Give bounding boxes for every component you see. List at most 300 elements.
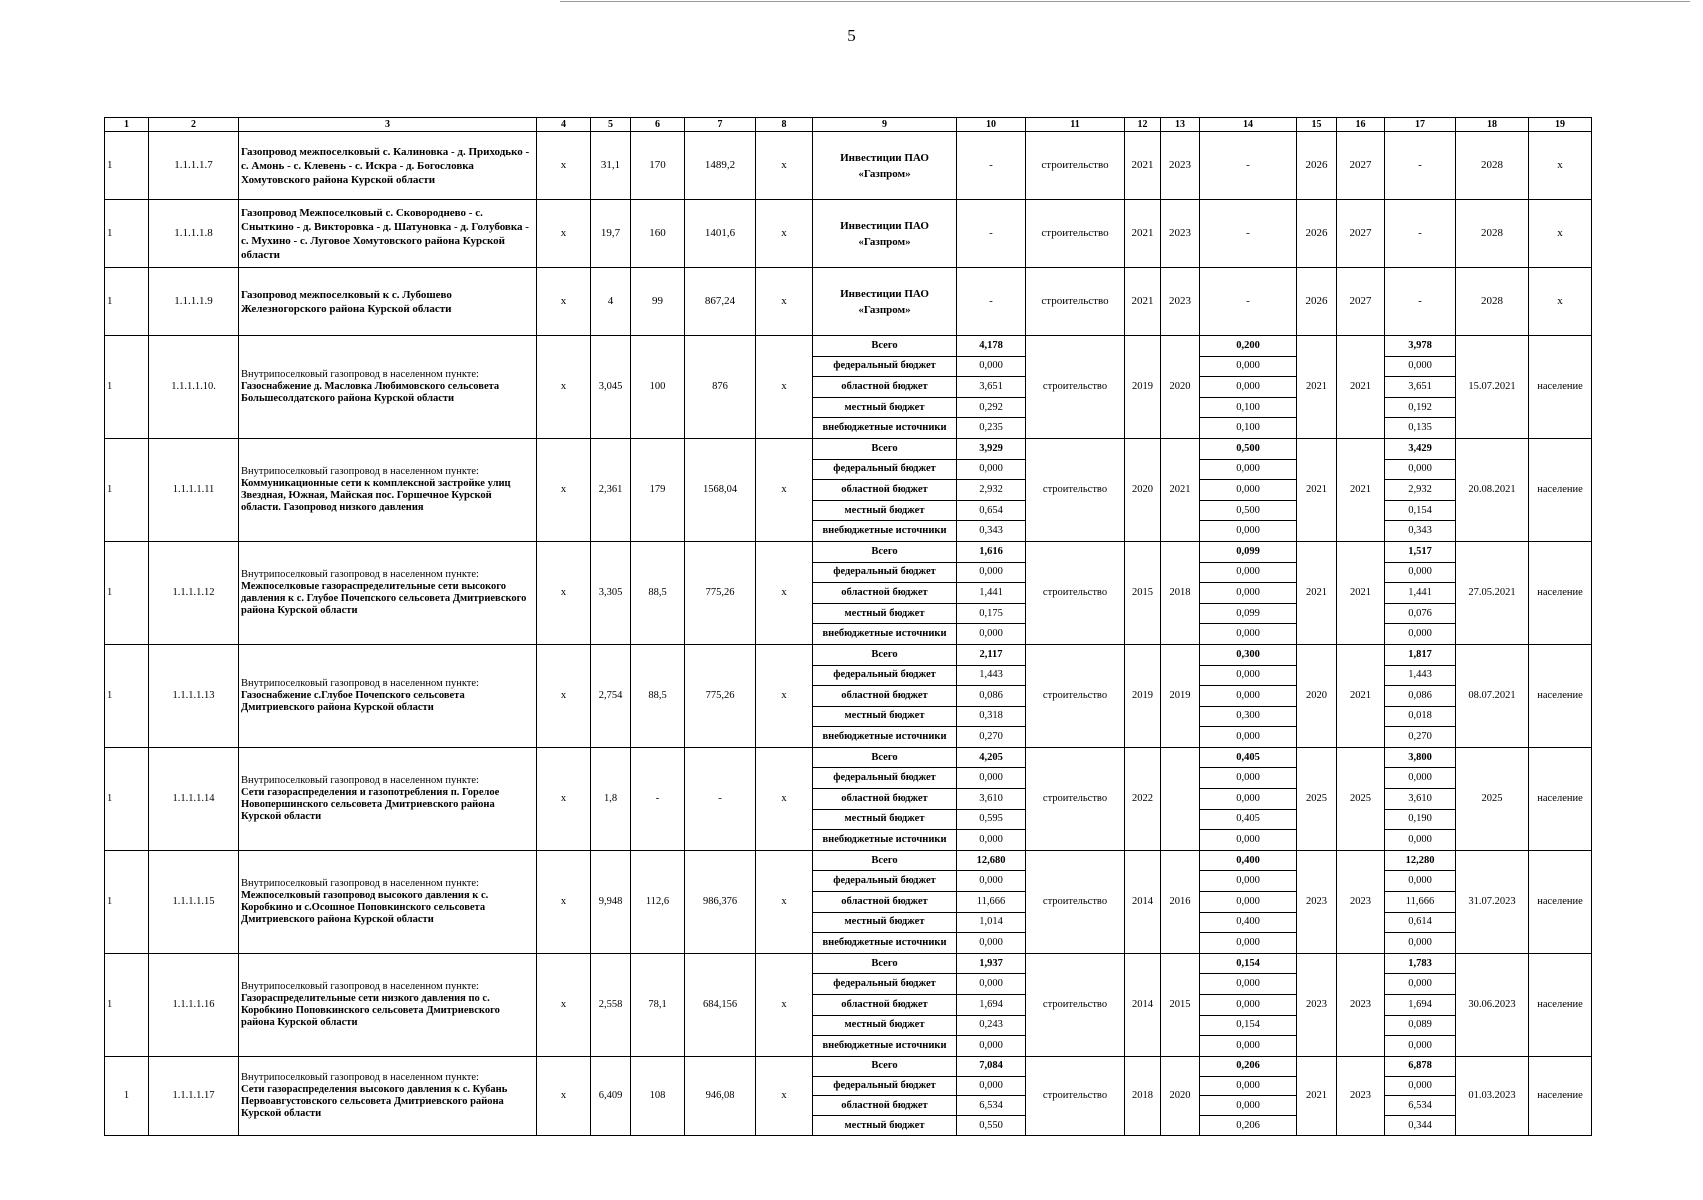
object-type-text: Внутрипоселковый газопровод в населенном пункте: — [241, 568, 479, 580]
value-text: 1,517 — [1408, 545, 1432, 557]
cell-col17 — [1385, 603, 1456, 624]
value-text: 0,000 — [979, 1079, 1003, 1091]
cell-col14 — [1200, 541, 1297, 562]
value-text: 0,154 — [1236, 957, 1260, 969]
column-number-header: 14 — [1200, 118, 1297, 132]
cell-col10: - — [957, 200, 1026, 268]
cell-funding-source: Инвестиции ПАО «Газпром» — [813, 268, 957, 336]
value-text: 0,343 — [1408, 525, 1432, 537]
cell-col17 — [1385, 541, 1456, 562]
cell-col10 — [957, 768, 1026, 789]
value-text: 3,651 — [979, 380, 1003, 392]
cell-year-end: 2019 — [1161, 644, 1200, 747]
value-text: 6,534 — [1408, 1099, 1432, 1111]
cell-col16: 2027 — [1337, 268, 1385, 336]
cell-col14 — [1200, 850, 1297, 871]
cell-col8: х — [756, 336, 813, 439]
value-text: 0,000 — [1236, 1079, 1260, 1091]
object-name-text: Газоснабжение д. Масловка Любимовского сельсовета Большесолдатского района Курской области — [241, 380, 500, 404]
value-text: 0,595 — [979, 813, 1003, 825]
cell-source-label: Всего — [813, 644, 957, 665]
cell-col17 — [1385, 789, 1456, 810]
cell-col17 — [1385, 727, 1456, 748]
value-text: 0,018 — [1408, 710, 1432, 722]
value-text: 3,929 — [979, 442, 1003, 454]
cell-year-start: 2018 — [1125, 1056, 1161, 1135]
table-row — [105, 644, 1592, 665]
object-type-text: Внутрипоселковый газопровод в населенном пункте: — [241, 980, 479, 992]
cell-col16: 2021 — [1337, 438, 1385, 541]
cell-col18: 27.05.2021 — [1456, 541, 1529, 644]
cell-year-start: 2022 — [1125, 747, 1161, 850]
cell-col14 — [1200, 727, 1297, 748]
cell-col7: 775,26 — [685, 644, 756, 747]
cell-year-end: 2020 — [1161, 336, 1200, 439]
cell-object-name — [239, 268, 537, 336]
cell-col17 — [1385, 974, 1456, 995]
cell-source-label: Всего — [813, 1056, 957, 1076]
cell-col18: 01.03.2023 — [1456, 1056, 1529, 1135]
cell-source-label: местный бюджет — [813, 706, 957, 727]
cell-col14 — [1200, 624, 1297, 645]
cell-level: 1 — [105, 541, 149, 644]
cell-col14 — [1200, 974, 1297, 995]
cell-col14 — [1200, 562, 1297, 583]
cell-col19: население — [1529, 541, 1592, 644]
cell-col7: 775,26 — [685, 541, 756, 644]
cell-col14 — [1200, 583, 1297, 604]
value-text: 0,000 — [979, 360, 1003, 372]
cell-col10 — [957, 974, 1026, 995]
cell-col17 — [1385, 768, 1456, 789]
cell-col15: 2021 — [1297, 541, 1337, 644]
value-text: 0,206 — [1236, 1060, 1260, 1072]
value-text: 0,400 — [1236, 854, 1260, 866]
object-name-text: Межпоселковые газораспределительные сети высокого давления к с. Глубое Почепского сельсовета Дмитриевского района Курской области — [241, 580, 527, 616]
cell-work-type: строительство — [1026, 644, 1125, 747]
cell-source-label: федеральный бюджет — [813, 459, 957, 480]
value-text: 0,000 — [1236, 525, 1260, 537]
cell-year-end: 2021 — [1161, 438, 1200, 541]
cell-col14 — [1200, 665, 1297, 686]
cell-col10 — [957, 459, 1026, 480]
cell-source-label: внебюджетные источники — [813, 521, 957, 542]
cell-col7: 946,08 — [685, 1056, 756, 1135]
cell-year-start: 2021 — [1125, 132, 1161, 200]
value-text: 2,117 — [979, 648, 1003, 660]
column-number-header: 5 — [591, 118, 631, 132]
cell-col14 — [1200, 480, 1297, 501]
cell-source-label: Всего — [813, 747, 957, 768]
cell-code: 1.1.1.1.13 — [149, 644, 239, 747]
cell-col4: х — [537, 541, 591, 644]
value-text: 1,817 — [1408, 648, 1432, 660]
cell-col10 — [957, 1096, 1026, 1116]
cell-work-type: строительство — [1026, 438, 1125, 541]
cell-col17 — [1385, 871, 1456, 892]
cell-col19: население — [1529, 1056, 1592, 1135]
cell-length: 3,045 — [591, 336, 631, 439]
cell-code: 1.1.1.1.9 — [149, 268, 239, 336]
cell-col8: х — [756, 1056, 813, 1135]
cell-col14 — [1200, 912, 1297, 933]
object-name-text: Газопровод межпоселковый с. Калиновка - д. Приходько - с. Амонь - с. Клевень - с. Искра - д. Богословка Хомутовского района Курской области — [241, 145, 530, 186]
cell-col7: 867,24 — [685, 268, 756, 336]
cell-col14 — [1200, 377, 1297, 398]
cell-col10 — [957, 356, 1026, 377]
value-text: 1,441 — [979, 586, 1003, 598]
cell-work-type: строительство — [1026, 268, 1125, 336]
cell-level: 1 — [105, 268, 149, 336]
value-text: 0,175 — [979, 607, 1003, 619]
cell-col10 — [957, 500, 1026, 521]
cell-col17: - — [1385, 132, 1456, 200]
cell-col14 — [1200, 1096, 1297, 1116]
cell-col14 — [1200, 1076, 1297, 1096]
cell-year-end: 2016 — [1161, 850, 1200, 953]
cell-col18: 2025 — [1456, 747, 1529, 850]
column-number-header: 13 — [1161, 118, 1200, 132]
cell-col10 — [957, 953, 1026, 974]
cell-col17 — [1385, 892, 1456, 913]
value-text: 1,441 — [1408, 586, 1432, 598]
value-text: 1,443 — [1408, 669, 1432, 681]
cell-funding-source: Инвестиции ПАО «Газпром» — [813, 132, 957, 200]
cell-col14 — [1200, 892, 1297, 913]
cell-col10 — [957, 541, 1026, 562]
value-text: 11,666 — [1405, 895, 1435, 907]
cell-col10 — [957, 438, 1026, 459]
column-number-header: 16 — [1337, 118, 1385, 132]
table-body — [105, 118, 1592, 1136]
value-text: 0,343 — [979, 525, 1003, 537]
cell-col10 — [957, 1036, 1026, 1057]
cell-col10 — [957, 521, 1026, 542]
cell-col10 — [957, 377, 1026, 398]
cell-source-label: федеральный бюджет — [813, 562, 957, 583]
cell-col17 — [1385, 521, 1456, 542]
table-row — [105, 953, 1592, 974]
cell-col8: х — [756, 438, 813, 541]
cell-col14 — [1200, 768, 1297, 789]
cell-year-end: 2023 — [1161, 132, 1200, 200]
value-text: 0,292 — [979, 401, 1003, 413]
cell-diameter: 170 — [631, 132, 685, 200]
object-type-text: Внутрипоселковый газопровод в населенном пункте: — [241, 1071, 479, 1083]
value-text: 0,000 — [979, 937, 1003, 949]
cell-year-start: 2020 — [1125, 438, 1161, 541]
cell-col16: 2021 — [1337, 336, 1385, 439]
cell-col10 — [957, 397, 1026, 418]
value-text: 0,000 — [979, 566, 1003, 578]
cell-col17 — [1385, 995, 1456, 1016]
cell-code: 1.1.1.1.17 — [149, 1056, 239, 1135]
value-text: 1,616 — [979, 545, 1003, 557]
cell-source-label: местный бюджет — [813, 397, 957, 418]
cell-col10 — [957, 850, 1026, 871]
value-text: 0,000 — [979, 628, 1003, 640]
cell-source-label: областной бюджет — [813, 789, 957, 810]
cell-source-label: федеральный бюджет — [813, 768, 957, 789]
value-text: 0,000 — [1408, 566, 1432, 578]
cell-object-name — [239, 438, 537, 541]
column-number-header: 3 — [239, 118, 537, 132]
cell-col17 — [1385, 953, 1456, 974]
cell-col15: 2026 — [1297, 132, 1337, 200]
cell-object-name — [239, 850, 537, 953]
column-number-header: 1 — [105, 118, 149, 132]
cell-col17 — [1385, 1036, 1456, 1057]
cell-col14 — [1200, 500, 1297, 521]
cell-col10 — [957, 583, 1026, 604]
cell-col10 — [957, 1015, 1026, 1036]
column-number-header: 18 — [1456, 118, 1529, 132]
value-text: 0,135 — [1408, 422, 1432, 434]
value-text: 11,666 — [976, 895, 1006, 907]
value-text: 0,076 — [1408, 607, 1432, 619]
cell-col15: 2023 — [1297, 850, 1337, 953]
cell-col17 — [1385, 665, 1456, 686]
value-text: 0,000 — [1408, 360, 1432, 372]
cell-col10 — [957, 995, 1026, 1016]
cell-object-name — [239, 644, 537, 747]
cell-col10 — [957, 624, 1026, 645]
cell-col16: 2021 — [1337, 644, 1385, 747]
cell-col17 — [1385, 1096, 1456, 1116]
cell-source-label: Всего — [813, 850, 957, 871]
cell-level: 1 — [105, 850, 149, 953]
cell-col18: 2028 — [1456, 132, 1529, 200]
cell-col19: население — [1529, 850, 1592, 953]
value-text: 0,000 — [1408, 463, 1432, 475]
value-text: 0,550 — [979, 1119, 1003, 1131]
cell-code: 1.1.1.1.15 — [149, 850, 239, 953]
value-text: 3,978 — [1408, 339, 1432, 351]
value-text: 0,000 — [979, 978, 1003, 990]
value-text: 0,270 — [979, 731, 1003, 743]
value-text: 0,000 — [1236, 483, 1260, 495]
cell-length: 19,7 — [591, 200, 631, 268]
cell-col14: - — [1200, 200, 1297, 268]
value-text: 0,099 — [1236, 607, 1260, 619]
cell-col17 — [1385, 500, 1456, 521]
value-text: 4,205 — [979, 751, 1003, 763]
cell-col16: 2027 — [1337, 200, 1385, 268]
cell-col10 — [957, 1056, 1026, 1076]
value-text: 0,000 — [1236, 628, 1260, 640]
cell-source-label: местный бюджет — [813, 500, 957, 521]
cell-source-label: внебюджетные источники — [813, 418, 957, 439]
column-number-header: 6 — [631, 118, 685, 132]
cell-year-start: 2019 — [1125, 336, 1161, 439]
value-text: 0,000 — [1236, 586, 1260, 598]
column-number-header: 9 — [813, 118, 957, 132]
cell-col14 — [1200, 830, 1297, 851]
value-text: 0,192 — [1408, 401, 1432, 413]
value-text: 0,000 — [979, 463, 1003, 475]
cell-year-end: 2023 — [1161, 268, 1200, 336]
cell-col10 — [957, 686, 1026, 707]
cell-code: 1.1.1.1.11 — [149, 438, 239, 541]
cell-object-name — [239, 200, 537, 268]
cell-length: 6,409 — [591, 1056, 631, 1135]
cell-col4: х — [537, 953, 591, 1056]
cell-source-label: местный бюджет — [813, 912, 957, 933]
value-text: 0,344 — [1408, 1119, 1432, 1131]
cell-col16: 2023 — [1337, 953, 1385, 1056]
table-row — [105, 132, 1592, 200]
value-text: 1,694 — [979, 998, 1003, 1010]
cell-col17 — [1385, 1076, 1456, 1096]
cell-col7: - — [685, 747, 756, 850]
cell-code: 1.1.1.1.8 — [149, 200, 239, 268]
cell-col17: - — [1385, 268, 1456, 336]
cell-col15: 2026 — [1297, 268, 1337, 336]
value-text: 0,000 — [1236, 566, 1260, 578]
value-text: 0,500 — [1236, 442, 1260, 454]
cell-col8: х — [756, 747, 813, 850]
column-number-header: 10 — [957, 118, 1026, 132]
cell-object-name — [239, 747, 537, 850]
cell-level: 1 — [105, 132, 149, 200]
cell-source-label: областной бюджет — [813, 583, 957, 604]
value-text: 0,089 — [1408, 1019, 1432, 1031]
cell-col17 — [1385, 562, 1456, 583]
cell-col8: х — [756, 644, 813, 747]
value-text: 0,000 — [1236, 1099, 1260, 1111]
cell-col17 — [1385, 850, 1456, 871]
value-text: 0,099 — [1236, 545, 1260, 557]
cell-col17 — [1385, 397, 1456, 418]
cell-source-label: областной бюджет — [813, 377, 957, 398]
cell-code: 1.1.1.1.10. — [149, 336, 239, 439]
cell-col19: х — [1529, 132, 1592, 200]
cell-source-label: областной бюджет — [813, 1096, 957, 1116]
cell-diameter: 88,5 — [631, 644, 685, 747]
cell-length: 1,8 — [591, 747, 631, 850]
object-name-text: Межпоселковый газопровод высокого давления к с. Коробкино и с.Осошное Поповкинского сельсовета Дмитриевского района Курской области — [241, 889, 489, 925]
cell-work-type: строительство — [1026, 541, 1125, 644]
value-text: 3,429 — [1408, 442, 1432, 454]
cell-source-label: местный бюджет — [813, 1116, 957, 1136]
cell-col10 — [957, 933, 1026, 954]
cell-work-type: строительство — [1026, 747, 1125, 850]
cell-col14 — [1200, 336, 1297, 357]
cell-year-start: 2014 — [1125, 850, 1161, 953]
object-type-text: Внутрипоселковый газопровод в населенном пункте: — [241, 465, 479, 477]
value-text: 0,000 — [979, 834, 1003, 846]
cell-col18: 30.06.2023 — [1456, 953, 1529, 1056]
value-text: 0,086 — [1408, 689, 1432, 701]
value-text: 0,000 — [979, 1039, 1003, 1051]
cell-col14 — [1200, 686, 1297, 707]
cell-col15: 2020 — [1297, 644, 1337, 747]
cell-source-label: внебюджетные источники — [813, 830, 957, 851]
cell-col17 — [1385, 438, 1456, 459]
cell-col15: 2023 — [1297, 953, 1337, 1056]
cell-work-type: строительство — [1026, 200, 1125, 268]
table-row — [105, 541, 1592, 562]
value-text: 0,500 — [1236, 504, 1260, 516]
value-text: 0,405 — [1236, 813, 1260, 825]
value-text: 0,000 — [1408, 628, 1432, 640]
cell-source-label: Всего — [813, 438, 957, 459]
object-type-text: Внутрипоселковый газопровод в населенном пункте: — [241, 877, 479, 889]
cell-work-type: строительство — [1026, 336, 1125, 439]
cell-diameter: 78,1 — [631, 953, 685, 1056]
value-text: 0,000 — [1408, 875, 1432, 887]
cell-col8: х — [756, 541, 813, 644]
cell-col16: 2023 — [1337, 850, 1385, 953]
cell-level: 1 — [105, 953, 149, 1056]
cell-level: 1 — [105, 336, 149, 439]
table-row — [105, 747, 1592, 768]
value-text: 0,000 — [1236, 772, 1260, 784]
object-name-text: Газораспределительные сети низкого давления по с. Коробкино Поповкинского сельсовета Дмитриевского района Курской области — [241, 992, 500, 1028]
value-text: 3,610 — [1408, 792, 1432, 804]
cell-col15: 2021 — [1297, 336, 1337, 439]
column-number-header: 19 — [1529, 118, 1592, 132]
value-text: 0,000 — [1236, 875, 1260, 887]
column-number-header: 4 — [537, 118, 591, 132]
cell-code: 1.1.1.1.14 — [149, 747, 239, 850]
cell-col14 — [1200, 438, 1297, 459]
cell-col17 — [1385, 480, 1456, 501]
cell-level: 1 — [105, 747, 149, 850]
cell-year-start: 2021 — [1125, 268, 1161, 336]
cell-length: 2,361 — [591, 438, 631, 541]
cell-col14 — [1200, 459, 1297, 480]
cell-col19: население — [1529, 953, 1592, 1056]
cell-col7: 1489,2 — [685, 132, 756, 200]
cell-col8: х — [756, 850, 813, 953]
cell-col14 — [1200, 521, 1297, 542]
value-text: 0,300 — [1236, 710, 1260, 722]
cell-source-label: внебюджетные источники — [813, 727, 957, 748]
cell-col17 — [1385, 1015, 1456, 1036]
cell-source-label: областной бюджет — [813, 995, 957, 1016]
cell-source-label: местный бюджет — [813, 1015, 957, 1036]
table-row — [105, 336, 1592, 357]
value-text: 1,783 — [1408, 957, 1432, 969]
header-row — [105, 118, 1592, 132]
value-text: 0,000 — [1236, 834, 1260, 846]
cell-col10 — [957, 562, 1026, 583]
cell-col17 — [1385, 336, 1456, 357]
cell-length: 3,305 — [591, 541, 631, 644]
cell-year-start: 2015 — [1125, 541, 1161, 644]
cell-length: 31,1 — [591, 132, 631, 200]
value-text: 0,235 — [979, 422, 1003, 434]
object-name-text: Газоснабжение с.Глубое Почепского сельсовета Дмитриевского района Курской области — [241, 689, 465, 713]
cell-col15: 2021 — [1297, 438, 1337, 541]
cell-source-label: областной бюджет — [813, 480, 957, 501]
value-text: 0,000 — [1236, 895, 1260, 907]
cell-work-type: строительство — [1026, 132, 1125, 200]
object-name-text: Сети газораспределения высокого давления к с. Кубань Первоавгустовского сельсовета Дмитриевского района Курской области — [241, 1083, 508, 1119]
cell-length: 2,754 — [591, 644, 631, 747]
object-name-text: Коммуникационные сети к комплексной застройке улиц Звездная, Южная, Майская пос. Горшечное Курской области. Газопровод низкого давления — [241, 477, 511, 513]
cell-col10 — [957, 665, 1026, 686]
cell-col10 — [957, 1116, 1026, 1136]
cell-source-label: Всего — [813, 953, 957, 974]
cell-col17 — [1385, 747, 1456, 768]
cell-col17 — [1385, 583, 1456, 604]
cell-work-type: строительство — [1026, 1056, 1125, 1135]
cell-length: 2,558 — [591, 953, 631, 1056]
cell-col4: х — [537, 644, 591, 747]
cell-diameter: 108 — [631, 1056, 685, 1135]
